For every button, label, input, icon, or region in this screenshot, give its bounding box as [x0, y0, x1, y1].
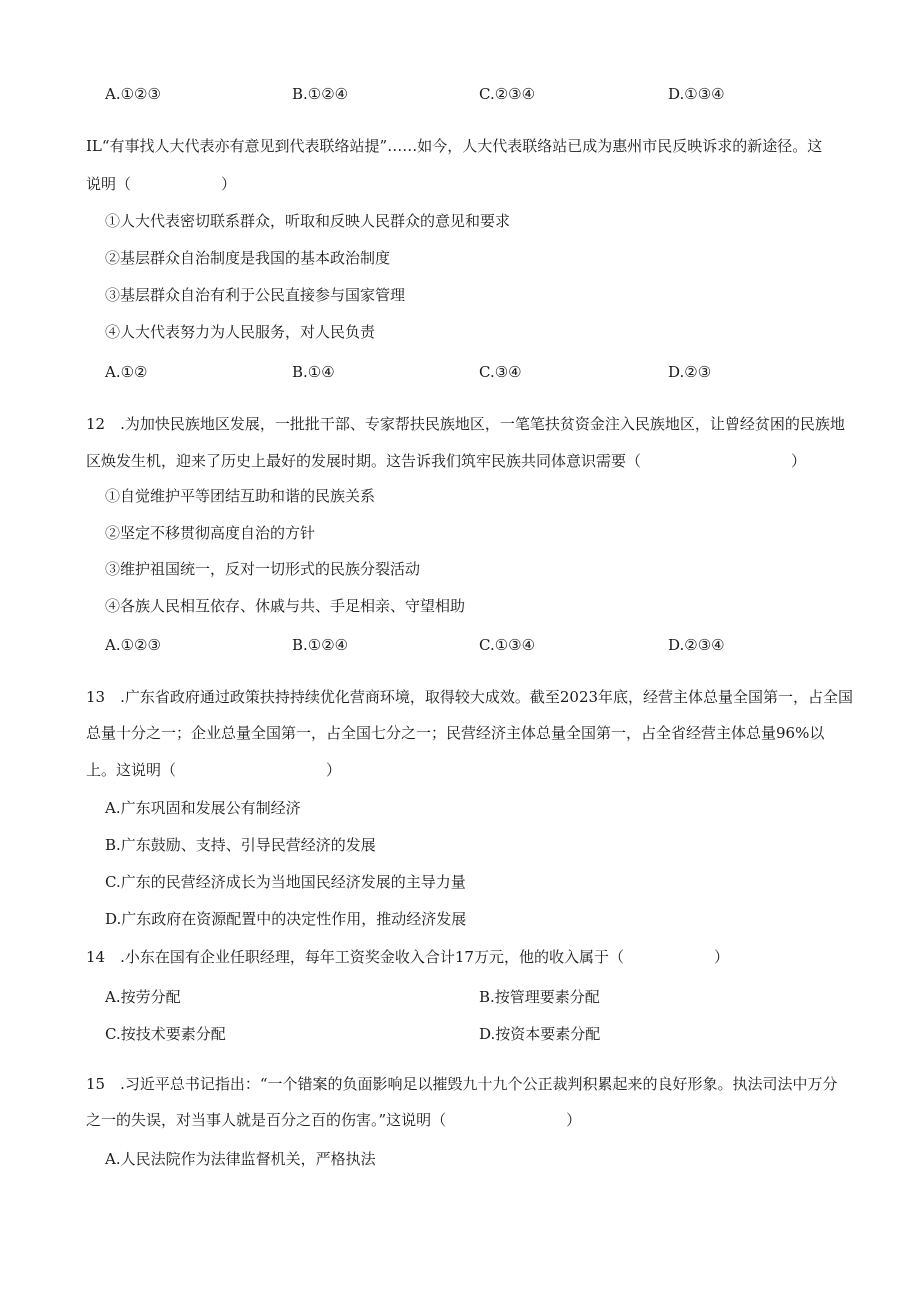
q11-item-3: ③基层群众自治有利于公民直接参与国家管理 — [105, 286, 406, 304]
q12-item-3: ③维护祖国统一，反对一切形式的民族分裂活动 — [105, 560, 421, 578]
q11-choice-d: D.②③ — [668, 363, 712, 381]
q12-choice-d: D.②③④ — [668, 636, 725, 654]
q15-option-a: A.人民法院作为法律监督机关，严格执法 — [105, 1150, 376, 1168]
q11-choice-b: B.①④ — [292, 363, 335, 381]
q10-choice-d: D.①③④ — [668, 85, 725, 103]
q15-stem-line2: 之一的失误，对当事人就是百分之百的伤害。”这说明（ ） — [86, 1111, 582, 1129]
q13-stem-line1: 13 .广东省政府通过政策扶持持续优化营商环境，取得较大成效。截至2023年底，经营主体总量全国第一，占全国 — [86, 688, 854, 706]
q13-option-c: C.广东的民营经济成长为当地国民经济发展的主导力量 — [105, 873, 466, 891]
q11-choice-a: A.①② — [105, 363, 148, 381]
q10-choice-c: C.②③④ — [479, 85, 536, 103]
q14-choices-row1 — [0, 986, 920, 1008]
q11-choices — [0, 361, 920, 383]
q11-item-4: ④人大代表努力为人民服务，对人民负责 — [105, 323, 376, 341]
q11-choice-c: C.③④ — [479, 363, 522, 381]
q12-stem-line2: 区焕发生机，迎来了历史上最好的发展时期。这告诉我们筑牢民族共同体意识需要（ ） — [86, 452, 807, 470]
q14-option-b: B.按管理要素分配 — [479, 988, 600, 1006]
q12-choices — [0, 634, 920, 656]
q11-stem-line2: 说明（ ） — [86, 175, 237, 193]
q12-stem-line1: 12 .为加快民族地区发展，一批批干部、专家帮扶民族地区，一笔笔扶贫资金注入民族地区，让曾经贫困的民族地 — [86, 415, 845, 433]
q12-item-1: ①自觉维护平等团结互助和谐的民族关系 — [105, 487, 376, 505]
q11-stem-line1: IL“有事找人大代表亦有意见到代表联络站提”……如今，人大代表联络站已成为惠州市民反映诉求的新途径。这 — [86, 137, 823, 155]
q13-stem-line2: 总量十分之一；企业总量全国第一，占全国七分之一；民营经济主体总量全国第一，占全省经营主体总量96%以 — [86, 724, 825, 742]
q11-item-1: ①人大代表密切联系群众，听取和反映人民群众的意见和要求 — [105, 212, 511, 230]
q10-choices — [0, 83, 920, 105]
q10-choice-b: B.①②④ — [292, 85, 349, 103]
q12-choice-c: C.①③④ — [479, 636, 536, 654]
q11-item-2: ②基层群众自治制度是我国的基本政治制度 — [105, 249, 391, 267]
q14-choices-row2 — [0, 1023, 920, 1045]
q13-stem-line3: 上。这说明（ ） — [86, 761, 342, 779]
q12-choice-b: B.①②④ — [292, 636, 349, 654]
q13-option-d: D.广东政府在资源配置中的决定性作用，推动经济发展 — [105, 910, 467, 928]
q13-option-a: A.广东巩固和发展公有制经济 — [105, 799, 301, 817]
q14-option-a: A.按劳分配 — [105, 988, 181, 1006]
q14-stem-line1: 14 .小东在国有企业任职经理，每年工资奖金收入合计17万元，他的收入属于（ ） — [86, 948, 729, 966]
q14-option-d: D.按资本要素分配 — [479, 1025, 601, 1043]
q12-item-2: ②坚定不移贯彻高度自治的方针 — [105, 524, 316, 542]
q15-stem-line1: 15 .习近平总书记指出：“一个错案的负面影响足以摧毁九十九个公正裁判积累起来的良好形象。执法司法中万分 — [86, 1075, 838, 1093]
q13-option-b: B.广东鼓励、支持、引导民营经济的发展 — [105, 836, 376, 854]
q10-choice-a: A.①②③ — [105, 85, 161, 103]
q14-option-c: C.按技术要素分配 — [105, 1025, 226, 1043]
q12-item-4: ④各族人民相互依存、休戚与共、手足相亲、守望相助 — [105, 597, 466, 615]
q12-choice-a: A.①②③ — [105, 636, 161, 654]
